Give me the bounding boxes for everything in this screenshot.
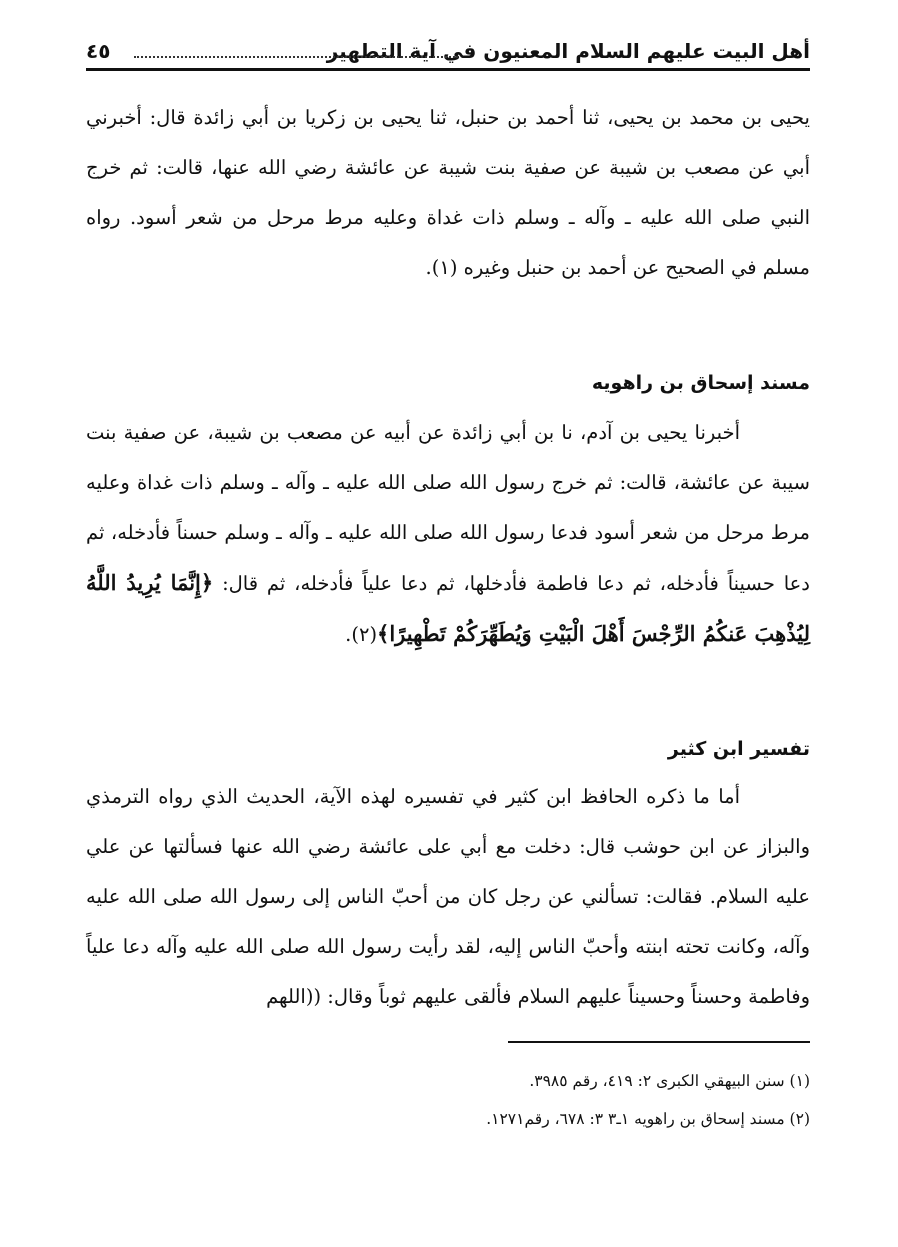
footnote-1: (١) سنن البيهقي الكبرى ٢: ٤١٩، رقم ٣٩٨٥.	[529, 1072, 810, 1090]
page-number: ٤٥	[86, 39, 111, 63]
paragraph-2-body	[86, 408, 810, 660]
running-header	[86, 36, 810, 70]
paragraph-2	[86, 408, 810, 660]
section-heading-tafsir-ibn-kathir: تفسير ابن كثير	[667, 738, 810, 760]
paragraph-1-text: يحيى بن محمد بن يحيى، ثنا أحمد بن حنبل، ثنا يحيى بن زكريا بن أبي زائدة قال: أخبرني أبي عن مصعب بن شيبة عن صفية بنت شيبة عن عائشة رضي الله عنها، قالت: ثم خرج النبي صلى الله عليه ـ وآله ـ وسلم ذات غداة وعليه مرط مرحل من شعر أسود. رواه مسلم في الصحيح عن أحمد بن حنبل وغيره (١).	[86, 106, 810, 279]
paragraph-3	[86, 772, 810, 1022]
footnotes	[86, 1062, 810, 1138]
header-title: أهل البيت عليهم السلام المعنيون في آية التطهير	[326, 39, 810, 63]
quran-verse: ﴿إِنَّمَا يُرِيدُ اللَّهُ لِيُذْهِبَ عَنكُمُ الرِّجْسَ أَهْلَ الْبَيْتِ وَيُطَهِّرَكُمْ تَطْهِيرًا﴾	[86, 570, 810, 646]
section-heading-musnad-ishaq: مسند إسحاق بن راهويه	[591, 372, 810, 394]
footnote-2: (٢) مسند إسحاق بن راهويه ١ـ٣ ٣: ٦٧٨، رقم١٢٧١.	[486, 1110, 810, 1128]
footnote-divider	[508, 1041, 810, 1043]
paragraph-1	[86, 93, 810, 293]
paragraph-3-text: أما ما ذكره الحافظ ابن كثير في تفسيره لهذه الآية، الحديث الذي رواه الترمذي والبزاز عن ابن حوشب قال: دخلت مع أبي على عائشة رضي الله عنها فسألتها عن علي عليه السلام. فقالت: تسألني عن رجل كان من أحبّ الناس إلى رسول الله صلى الله عليه وآله، وكانت تحته ابنته وأحبّ الناس إليه، لقد رأيت رسول الله صلى الله عليه وآله دعا علياً وفاطمة وحسناً وحسيناً عليهم السلام فألقى عليهم ثوباً وقال: ((اللهم	[86, 785, 810, 1008]
paragraph-2-text: أخبرنا يحيى بن آدم، نا بن أبي زائدة عن أبيه عن مصعب بن شيبة، عن صفية بنت سيبة عن عائشة، قالت: ثم خرج رسول الله صلى الله عليه ـ وآله ـ وسلم ذات غداة وعليه مرط مرحل من شعر أسود فدعا رسول الله صلى الله عليه ـ وآله ـ وسلم حسناً فأدخله، ثم دعا حسيناً فأدخله، ثم دعا فاطمة فأدخلها، ثم دعا علياً فأدخله، ثم قال:	[86, 421, 810, 595]
header-leader-dots	[134, 56, 458, 58]
header-rule	[86, 68, 810, 71]
footnote-ref-2: (٢).	[345, 623, 378, 646]
